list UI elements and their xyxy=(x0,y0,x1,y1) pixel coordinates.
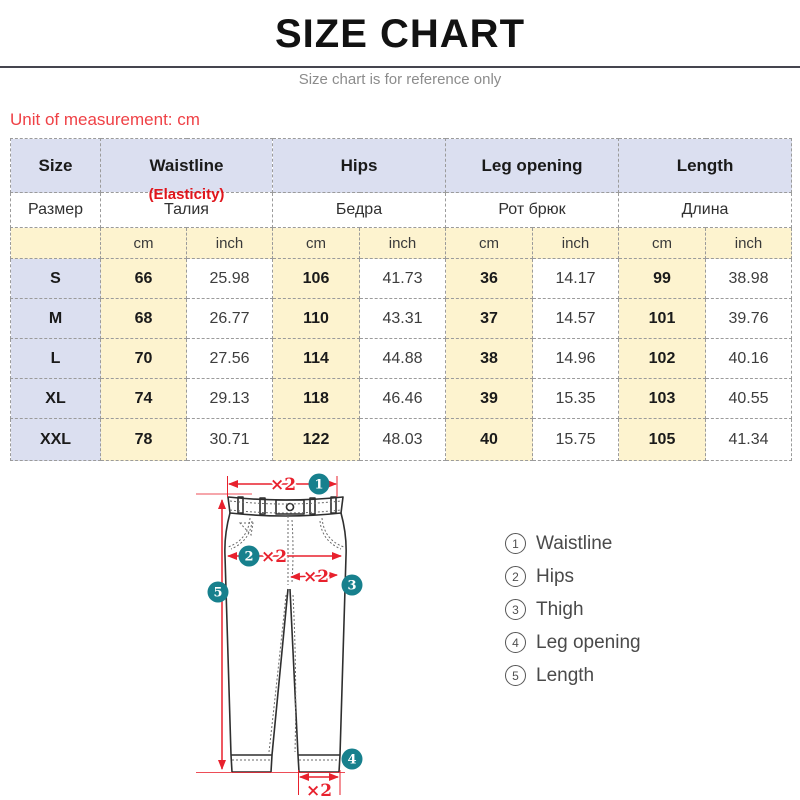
unit-header-inch: inch xyxy=(533,228,619,259)
badge-hips xyxy=(239,546,260,567)
hips-inch-cell: 48.03 xyxy=(360,419,446,461)
length-inch-cell: 38.98 xyxy=(706,259,792,299)
leg-inch-cell: 14.96 xyxy=(533,339,619,379)
column-header-size-ru: Размер xyxy=(11,193,101,228)
waist-cm-cell: 68 xyxy=(101,299,187,339)
circled-number-3: 3 xyxy=(505,599,526,620)
leg-opening-x2-label: ×2 xyxy=(305,781,333,800)
length-cm-cell: 101 xyxy=(619,299,706,339)
hips-cm-cell: 106 xyxy=(273,259,360,299)
unit-header-cm: cm xyxy=(101,228,187,259)
unit-header-cm: cm xyxy=(446,228,533,259)
waist-inch-cell: 29.13 xyxy=(187,379,273,419)
leg-inch-cell: 15.75 xyxy=(533,419,619,461)
hips-inch-cell: 41.73 xyxy=(360,259,446,299)
waist-inch-cell: 25.98 xyxy=(187,259,273,299)
size-table xyxy=(10,138,792,461)
leg-inch-cell: 14.17 xyxy=(533,259,619,299)
hips-inch-cell: 43.31 xyxy=(360,299,446,339)
length-inch-cell: 40.55 xyxy=(706,379,792,419)
table-row-xxl xyxy=(11,419,792,461)
waist-inch-cell: 26.77 xyxy=(187,299,273,339)
leg-cm-cell: 36 xyxy=(446,259,533,299)
length-cm-cell: 105 xyxy=(619,419,706,461)
unit-header-inch: inch xyxy=(187,228,273,259)
waistline-label: Waistline xyxy=(149,155,224,175)
column-header-length: Length xyxy=(619,139,792,193)
leg-cm-cell: 40 xyxy=(446,419,533,461)
pants-outline xyxy=(225,497,346,772)
size-cell: XXL xyxy=(11,419,101,461)
column-header-hips: Hips xyxy=(273,139,446,193)
length-inch-cell: 39.76 xyxy=(706,299,792,339)
unit-of-measurement-note: Unit of measurement: cm xyxy=(10,110,200,129)
table-row-s xyxy=(11,259,792,299)
badge-length xyxy=(208,582,229,603)
hips-inch-cell: 44.88 xyxy=(360,339,446,379)
size-cell: M xyxy=(11,299,101,339)
measurement-legend xyxy=(505,533,641,686)
waist-cm-cell: 74 xyxy=(101,379,187,419)
page-subtitle: Size chart is for reference only xyxy=(298,71,502,88)
badge-waistline xyxy=(309,474,330,495)
badge-leg-opening xyxy=(342,749,363,770)
svg-text:2: 2 xyxy=(244,549,254,565)
length-cm-cell: 103 xyxy=(619,379,706,419)
hips-cm-cell: 114 xyxy=(273,339,360,379)
table-row-l xyxy=(11,339,792,379)
legend-label: Waistline xyxy=(536,532,613,554)
title-divider xyxy=(0,66,800,68)
size-cell: S xyxy=(11,259,101,299)
pants-stitching xyxy=(228,501,344,760)
svg-text:4: 4 xyxy=(347,752,357,768)
legend-label: Thigh xyxy=(536,598,584,620)
unit-header-inch: inch xyxy=(706,228,792,259)
waist-cm-cell: 66 xyxy=(101,259,187,299)
length-cm-cell: 99 xyxy=(619,259,706,299)
column-header-hips-ru: Бедра xyxy=(273,193,446,228)
circled-number-1: 1 xyxy=(505,533,526,554)
legend-label: Leg opening xyxy=(536,631,641,653)
leg-cm-cell: 37 xyxy=(446,299,533,339)
unit-header-row xyxy=(11,228,792,259)
page-title: SIZE CHART xyxy=(275,12,525,56)
leg-cm-cell: 39 xyxy=(446,379,533,419)
waist-inch-cell: 27.56 xyxy=(187,339,273,379)
waist-cm-cell: 70 xyxy=(101,339,187,379)
table-row-xl xyxy=(11,379,792,419)
badge-thigh xyxy=(342,575,363,596)
column-header-waistline xyxy=(101,139,273,203)
legend-item-leg-opening xyxy=(505,632,641,653)
hips-cm-cell: 122 xyxy=(273,419,360,461)
header-row xyxy=(11,139,792,193)
legend-label: Length xyxy=(536,664,595,686)
size-cell: L xyxy=(11,339,101,379)
svg-text:3: 3 xyxy=(347,578,357,594)
svg-text:5: 5 xyxy=(213,585,223,601)
unit-header-cm: cm xyxy=(619,228,706,259)
legend-item-length xyxy=(505,665,641,686)
elasticity-note: (Elasticity) xyxy=(148,186,225,203)
table-row-m xyxy=(11,299,792,339)
legend-item-waistline xyxy=(505,533,641,554)
leg-cm-cell: 38 xyxy=(446,339,533,379)
hips-cm-cell: 110 xyxy=(273,299,360,339)
size-cell: XL xyxy=(11,379,101,419)
hips-inch-cell: 46.46 xyxy=(360,379,446,419)
circled-number-2: 2 xyxy=(505,566,526,587)
hips-cm-cell: 118 xyxy=(273,379,360,419)
unit-header-empty xyxy=(11,228,101,259)
circled-number-5: 5 xyxy=(505,665,526,686)
pants-measurement-diagram xyxy=(180,462,380,800)
column-header-length-ru: Длина xyxy=(619,193,792,228)
legend-label: Hips xyxy=(536,565,575,587)
leg-inch-cell: 14.57 xyxy=(533,299,619,339)
waist-cm-cell: 78 xyxy=(101,419,187,461)
unit-header-cm: cm xyxy=(273,228,360,259)
column-header-leg-opening-ru: Рот брюк xyxy=(446,193,619,228)
waist-inch-cell: 30.71 xyxy=(187,419,273,461)
hips-x2-label: ×2 xyxy=(260,547,288,567)
legend-item-thigh xyxy=(505,599,641,620)
unit-header-inch: inch xyxy=(360,228,446,259)
length-inch-cell: 40.16 xyxy=(706,339,792,379)
column-header-waistline-ru: Талия xyxy=(101,193,273,228)
waist-x2-label: ×2 xyxy=(269,475,297,495)
column-header-leg-opening: Leg opening xyxy=(446,139,619,193)
length-cm-cell: 102 xyxy=(619,339,706,379)
circled-number-4: 4 xyxy=(505,632,526,653)
length-inch-cell: 41.34 xyxy=(706,419,792,461)
leg-inch-cell: 15.35 xyxy=(533,379,619,419)
column-header-size: Size xyxy=(11,139,101,193)
thigh-x2-label: ×2 xyxy=(302,567,330,587)
legend-item-hips xyxy=(505,566,641,587)
svg-text:1: 1 xyxy=(314,477,324,493)
